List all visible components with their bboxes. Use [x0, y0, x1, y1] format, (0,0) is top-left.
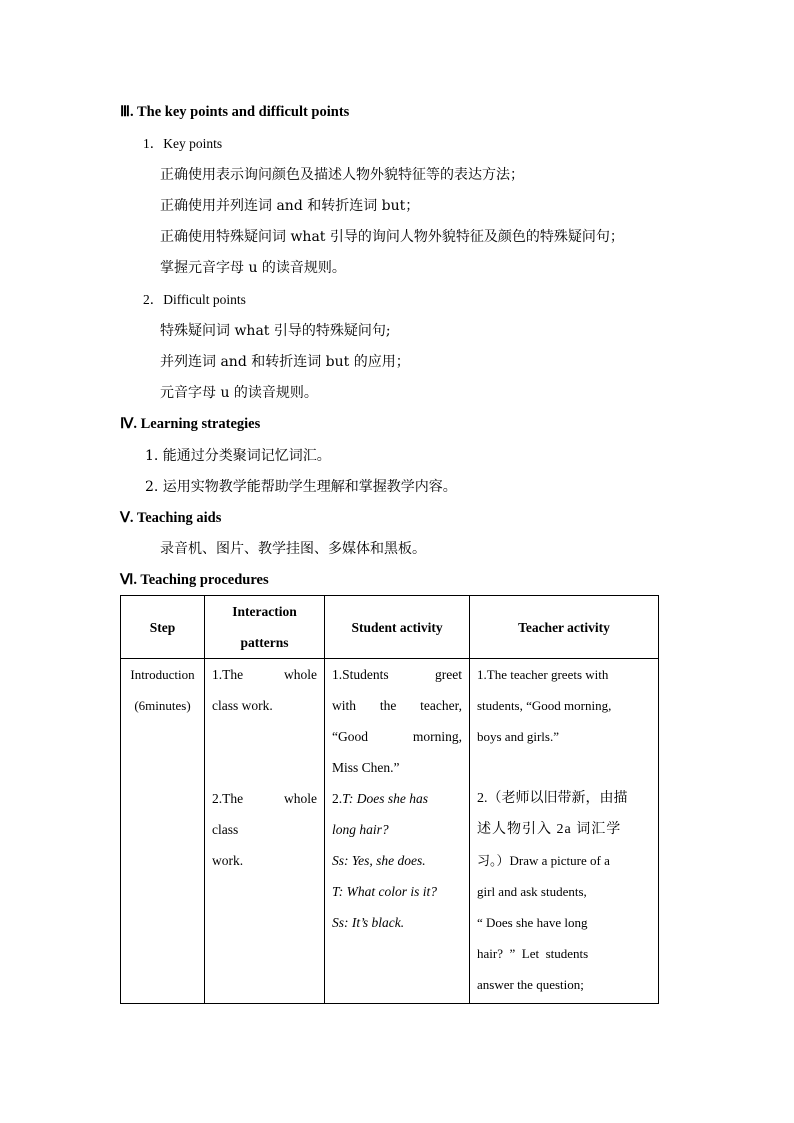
teacher-text: 述人物引入 2a 词汇学	[477, 822, 622, 837]
header-interaction: Interaction patterns	[205, 596, 325, 659]
teacher-activity-cell	[470, 659, 659, 1004]
table-row	[121, 659, 659, 1004]
student-text: teacher,	[420, 698, 462, 713]
student-dialogue: long hair?	[332, 822, 389, 837]
student-dialogue: Ss: It’s black.	[332, 915, 405, 930]
difficult-point-item: 并列连词 and 和转折连词 but 的应用；	[160, 354, 410, 370]
teacher-text: answer the question;	[477, 977, 584, 992]
difficult-points-label: 2．Difficult points	[143, 292, 246, 307]
procedures-table	[120, 595, 659, 1004]
student-text: morning,	[412, 729, 462, 744]
teacher-text: 2.（老师以旧带新，由描	[477, 791, 628, 806]
teacher-text: boys and girls.”	[477, 729, 559, 744]
key-point-item: 正确使用表示询问颜色及描述人物外貌特征等的表达方法；	[160, 167, 524, 183]
table-header-row	[121, 596, 659, 659]
key-point-item: 正确使用特殊疑问词 what 引导的询问人物外貌特征及颜色的特殊疑问句；	[160, 229, 624, 245]
interaction-text: class	[212, 822, 239, 837]
header-teacher-activity: Teacher activity	[470, 596, 659, 659]
student-activity-cell	[325, 659, 470, 1004]
student-dialogue: T: Does she has	[342, 791, 429, 806]
section-5-heading: Ⅴ. Teaching aids	[120, 510, 222, 526]
teacher-text: 习。）Draw a picture of a	[477, 853, 610, 868]
step-duration: (6minutes)	[134, 698, 191, 713]
strategy-item: 2. 运用实物教学能帮助学生理解和掌握教学内容。	[145, 479, 457, 495]
teacher-text: hair? ” Let students	[477, 946, 589, 961]
student-text: greet	[435, 667, 462, 682]
section-4-heading: Ⅳ. Learning strategies	[120, 416, 261, 432]
teaching-aids-text: 录音机、图片、教学挂图、多媒体和黑板。	[160, 541, 426, 557]
interaction-text: 1.The	[212, 667, 244, 682]
teacher-text: “ Does she have long	[477, 915, 588, 930]
interaction-text: work.	[212, 853, 244, 868]
key-point-item: 掌握元音字母 u 的读音规则。	[160, 260, 346, 276]
interaction-cell	[205, 659, 325, 1004]
section-6-heading: Ⅵ. Teaching procedures	[120, 572, 269, 588]
teacher-text: students, “Good morning,	[477, 698, 612, 713]
key-point-item: 正确使用并列连词 and 和转折连词 but；	[160, 198, 420, 214]
student-dialogue: T: What color is it?	[332, 884, 438, 899]
student-text: “Good	[332, 729, 368, 744]
difficult-point-item: 元音字母 u 的读音规则。	[160, 385, 318, 401]
student-text: 1.Students	[332, 667, 389, 682]
interaction-text: class work.	[212, 698, 273, 713]
interaction-text: whole	[284, 667, 317, 682]
header-step: Step	[121, 596, 205, 659]
strategy-item: 1. 能通过分类聚词记忆词汇。	[145, 448, 331, 464]
student-text: with	[332, 698, 357, 713]
interaction-text: whole	[284, 791, 317, 806]
student-dialogue: Ss: Yes, she does.	[332, 853, 426, 868]
student-text: the	[379, 698, 397, 713]
teacher-text: girl and ask students,	[477, 884, 587, 899]
step-cell	[121, 659, 205, 1004]
key-points-label: 1．Key points	[143, 136, 223, 151]
teacher-text: 1.The teacher greets with	[477, 667, 609, 682]
interaction-text: 2.The	[212, 791, 244, 806]
student-text: Miss Chen.”	[332, 760, 400, 775]
header-student-activity: Student activity	[325, 596, 470, 659]
step-name: Introduction	[130, 667, 195, 682]
difficult-point-item: 特殊疑问词 what 引导的特殊疑问句;	[160, 323, 391, 339]
section-3-heading: Ⅲ. The key points and difficult points	[120, 104, 350, 120]
student-text: 2.	[332, 791, 343, 806]
